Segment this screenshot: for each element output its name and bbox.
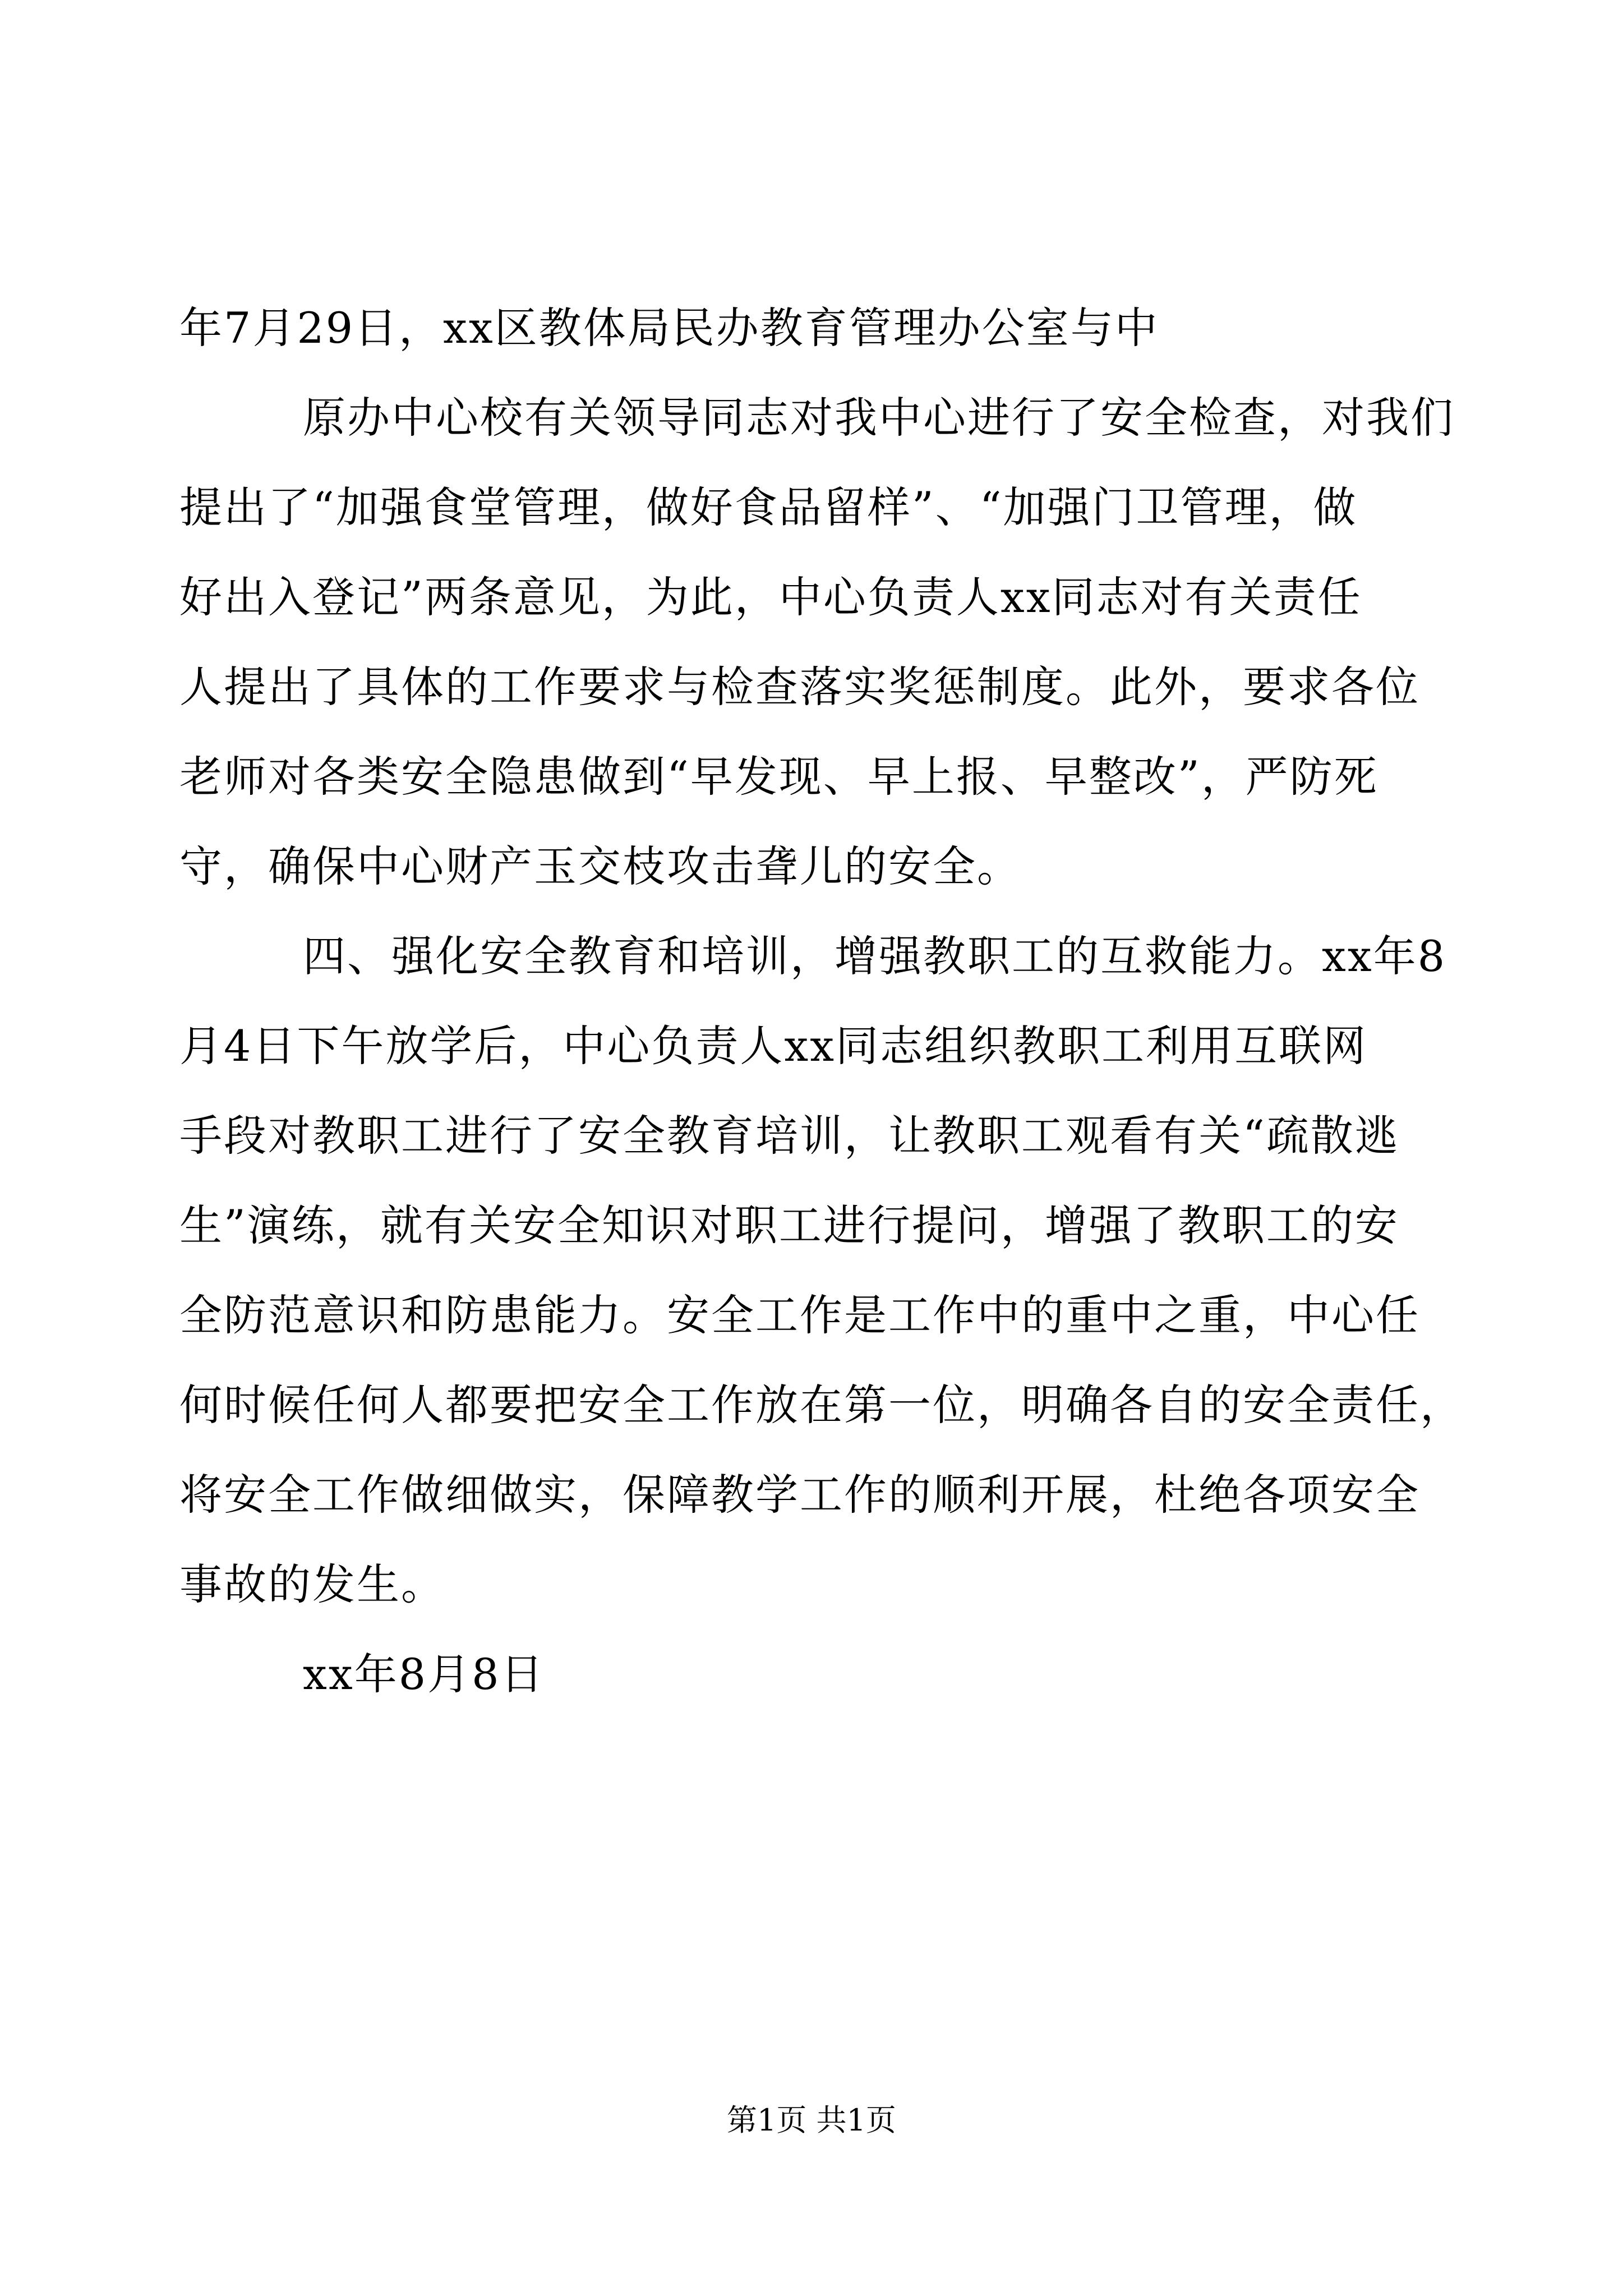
text-line: 四、强化安全教育和培训，增强教职工的互救能力。xx年8 [303,931,1447,981]
text-line: 手段对教职工进行了安全教育培训，让教职工观看有关“疏散逃 [179,1111,1399,1161]
text-line: 事故的发生。 [179,1559,445,1609]
date-line: xx年8月8日 [303,1649,545,1699]
text-line: 何时候任何人都要把安全工作放在第一位，明确各自的安全责任， [179,1380,1464,1430]
text-line: 全防范意识和防患能力。安全工作是工作中的重中之重，中心任 [179,1290,1420,1340]
text-line: 守，确保中心财产玉交枝攻击聋儿的安全。 [179,841,1021,891]
text-line: 原办中心校有关领导同志对我中心进行了安全检查，对我们 [303,393,1455,443]
text-line: 月4日下午放学后，中心负责人xx同志组织教职工利用互联网 [179,1021,1368,1071]
text-line: 提出了“加强食堂管理，做好食品留样”、“加强门卫管理，做 [179,482,1358,532]
text-line: 年7月29日，xx区教体局民办教育管理办公室与中 [179,303,1159,353]
text-line: 将安全工作做细做实，保障教学工作的顺利开展，杜绝各项安全 [179,1470,1420,1520]
text-line: 生”演练，就有关安全知识对职工进行提问，增强了教职工的安 [179,1200,1399,1250]
text-line: 好出入登记”两条意见，为此，中心负责人xx同志对有关责任 [179,572,1362,622]
page-footer: 第1页 共1页 [727,2102,896,2138]
text-line: 人提出了具体的工作要求与检查落实奖惩制度。此外，要求各位 [179,662,1420,712]
text-line: 老师对各类安全隐患做到“早发现、早上报、早整改”，严防死 [179,752,1378,802]
